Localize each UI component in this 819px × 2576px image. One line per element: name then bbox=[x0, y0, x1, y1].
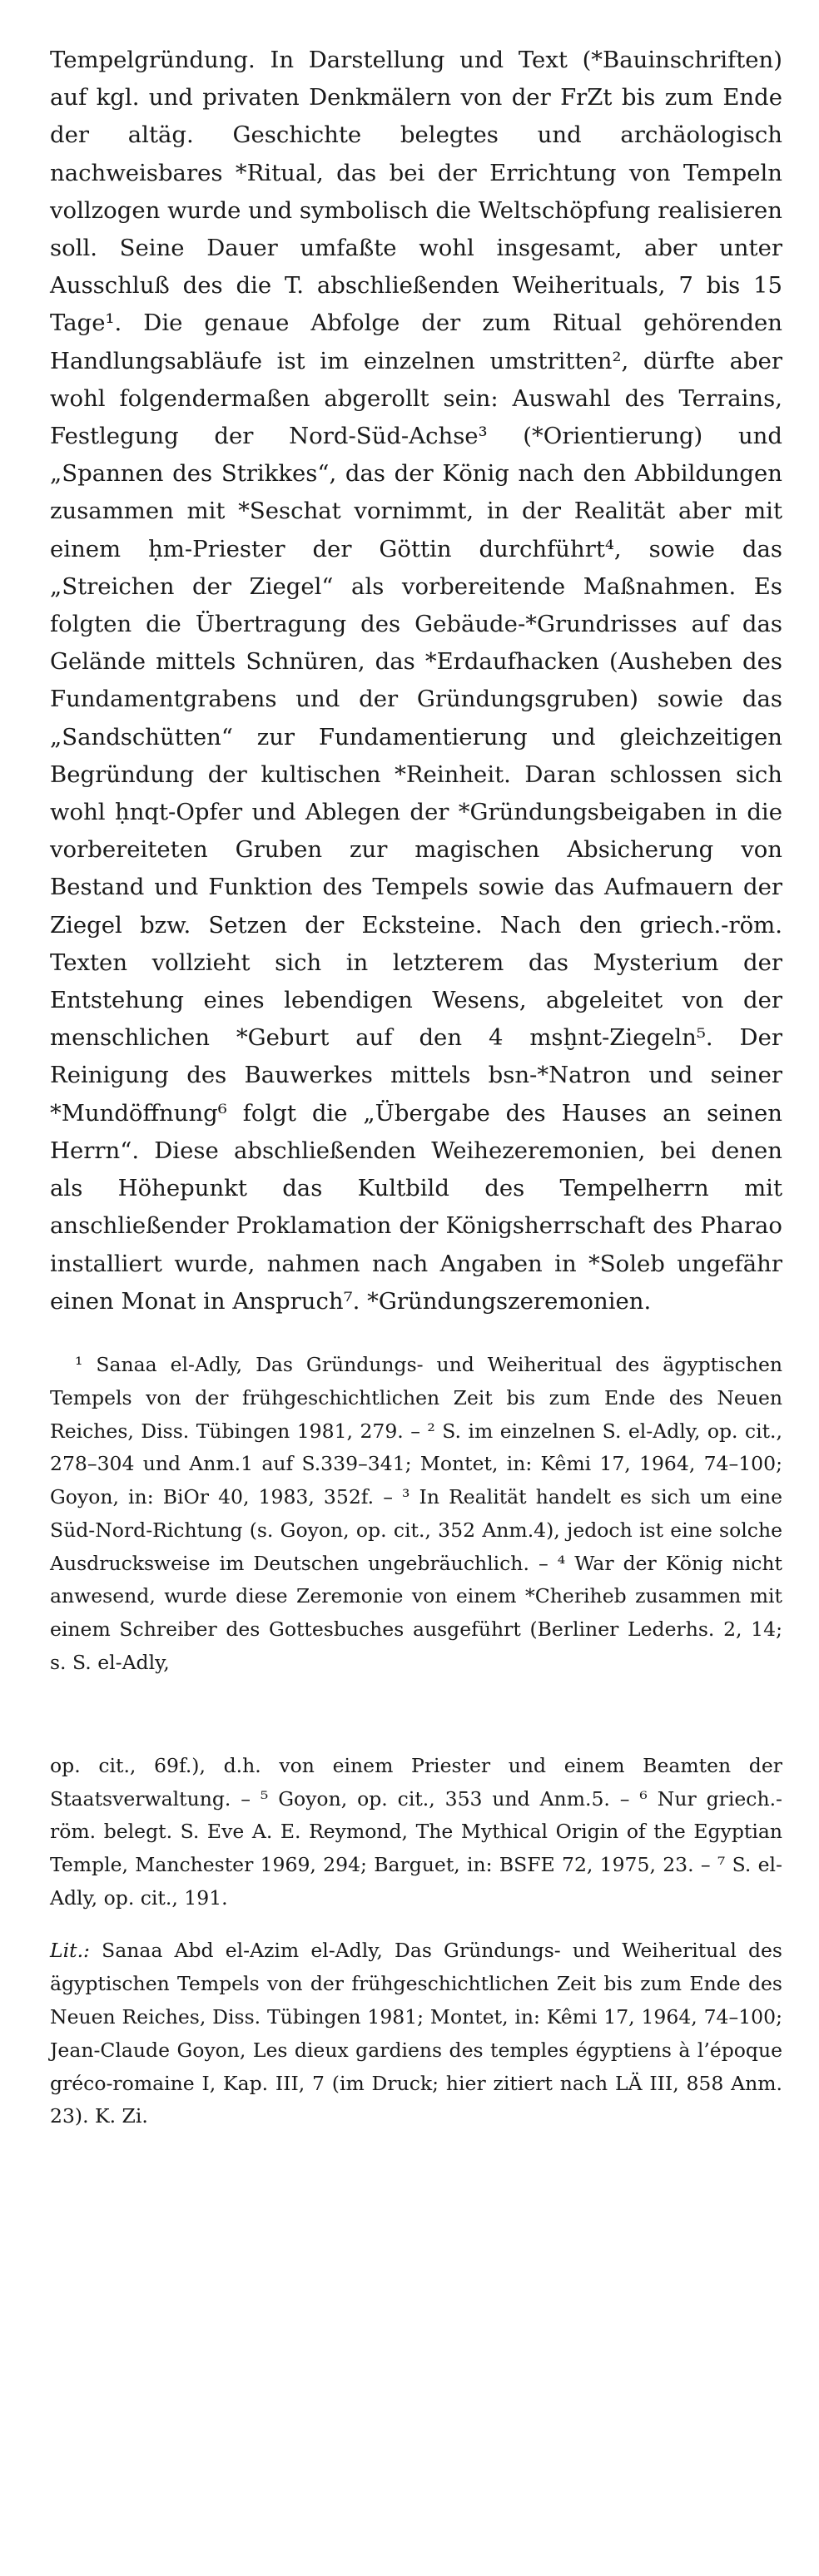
footnotes-first-part: ¹ Sanaa el-Adly, Das Gründungs- und Weiheritual des ägyptischen Tempels von der frühgeschichtlichen Zeit bis zum Ende des Neuen Reiches, Diss. Tübingen 1981, 279. – ² S. im einzelnen S. el-Adly, op. cit., 278–304 und Anm.1 auf S.339–341; Montet, in: Kêmi 17, 1964, 74–100; Goyon, in: BiOr 40, 1983, 352f. – ³ In Realität handelt es sich um eine Süd-Nord-Richtung (s. Goyon, op. cit., 352 Anm.4), jedoch ist eine solche Ausdrucksweise im Deutschen ungebräuchlich. – ⁴ War der König nicht anwesend, wurde diese Zeremonie von einem *Cheriheb zusammen mit einem Schreiber des Gottesbuches ausgeführt (Berliner Lederhs. 2, 14; s. S. el-Adly, bbox=[50, 1352, 782, 1675]
article-body: Tempelgründung. In Darstellung und Text (*Bauinschriften) auf kgl. und privaten Denkmälern von der FrZt bis zum Ende der altäg. Geschichte belegtes und archäologisch nachweisbares *Ritual, das bei der Errichtung von Tempeln vollzogen wurde und symbolisch die Weltschöpfung realisieren soll. Seine Dauer umfaßte wohl insgesamt, aber unter Ausschluß des die T. abschließenden Weiherituals, 7 bis 15 Tage¹. Die genaue Abfolge der zum Ritual gehörenden Handlungsabläufe ist im einzelnen umstritten², dürfte aber wohl folgendermaßen abgerollt sein: Auswahl des Terrains, Festlegung der Nord-Süd-Achse³ (*Orientierung) und „Spannen des Strikkes“, das der König nach den Abbildungen zusammen mit *Seschat vornimmt, in der Realität aber mit einem ḥm-Priester der Göttin durchführt⁴, sowie das „Streichen der Ziegel“ als vorbereitende Maßnahmen. Es folgten die Übertragung des Gebäude-*Grundrisses auf das Gelände mittels Schnüren, das *Erdaufhacken (Ausheben des Fundamentgrabens und der Gründungsgruben) sowie das „Sandschütten“ zur Fundamentierung und gleichzeitigen Begründung der kultischen *Reinheit. Daran schlossen sich wohl ḥnqt-Opfer und Ablegen der *Gründungsbeigaben in die vorbereiteten Gruben zur magischen Absicherung von Bestand und Funktion des Tempels sowie das Aufmauern der Ziegel bzw. Setzen der Ecksteine. Nach den griech.-röm. Texten vollzieht sich in letzterem das Mysterium der Entstehung eines lebendigen Wesens, abgeleitet von der menschlichen *Geburt auf den 4 msḫnt-Ziegeln⁵. Der Reinigung des Bauwerkes mittels bsn-*Natron und seiner *Mundöffnung⁶ folgt die „Übergabe des Hauses an seinen Herrn“. Diese abschließenden Weihezeremonien, bei denen als Höhepunkt das Kultbild des Tempelherrn mit anschließender Proklamation der Königsherrschaft des Pharao installiert wurde, nahmen nach Angaben in *Soleb ungefähr einen Monat in Anspruch⁷. *Gründungszeremonien. bbox=[50, 47, 782, 1315]
footnotes-continued: op. cit., 69f.), d.h. von einem Priester und einem Beamten der Staatsverwaltung. – ⁵ Goyon, op. cit., 353 und Anm.5. – ⁶ Nur griech.-röm. belegt. S. Eve A. E. Reymond, The Mythical Origin of the Egyptian Temple, Manchester 1969, 294; Barguet, in: BSFE 72, 1975, 23. – ⁷ S. el-Adly, op. cit., 191. bbox=[50, 1753, 782, 1910]
encyclopedia-page bbox=[50, 42, 782, 2153]
literature-text: Sanaa Abd el-Azim el-Adly, Das Gründungs- und Weiheritual des ägyptischen Tempels von der frühgeschichtlichen Zeit bis zum Ende des Neuen Reiches, Diss. Tübingen 1981; Montet, in: Kêmi 17, 1964, 74–100; Jean-Claude Goyon, Les dieux gardiens des temples égyptiens à l’époque gréco-romaine I, Kap. III, 7 (im Druck; hier zitiert nach LÄ III, 858 Anm. 23). K. Zi. bbox=[50, 1939, 782, 2128]
literature-section bbox=[50, 1934, 782, 2133]
literature-label: Lit.: bbox=[50, 1939, 90, 1963]
